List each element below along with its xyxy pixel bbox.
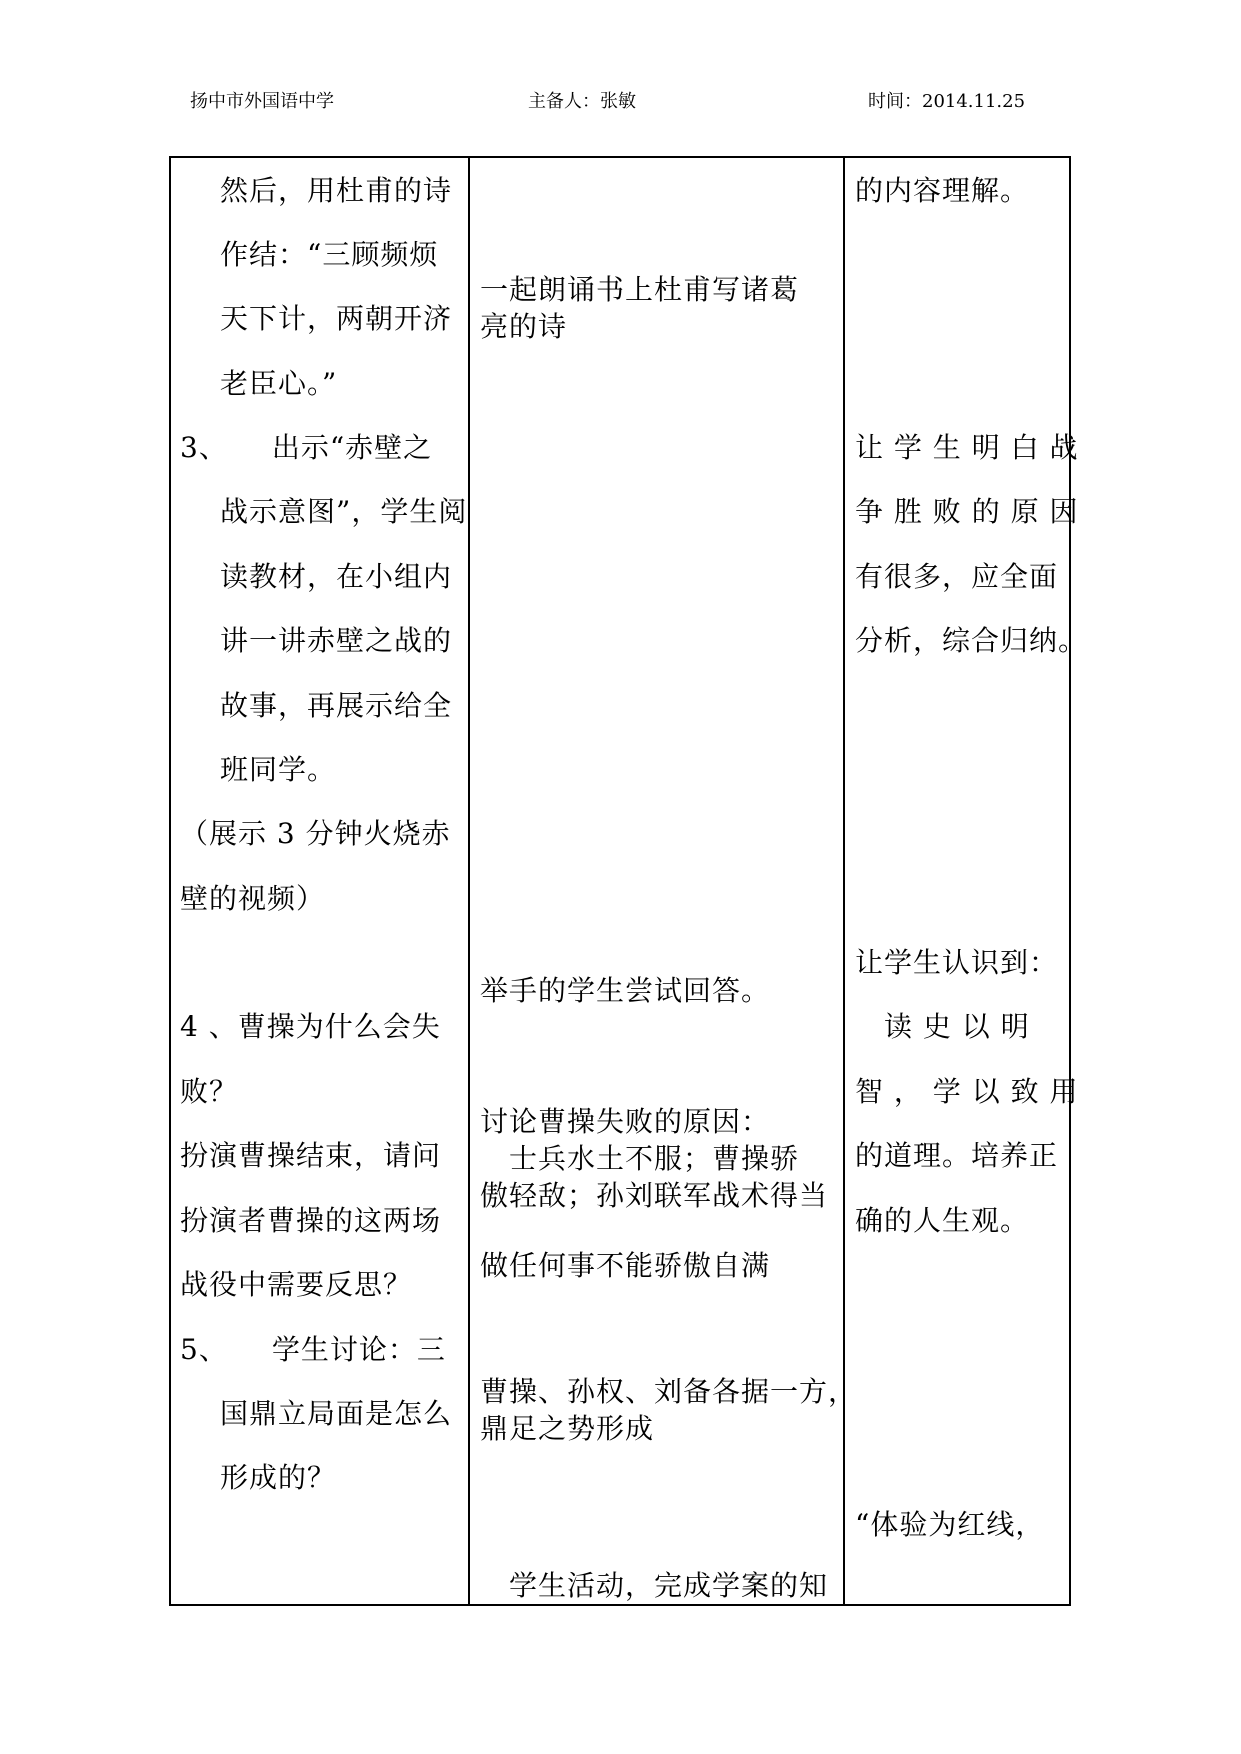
student-line: 士兵水土不服；曹操骄 [480, 1142, 800, 1175]
student-line: 亮的诗 [480, 310, 568, 343]
intent-line: 的道理。培养正 [855, 1139, 1059, 1172]
teacher-line: 读教材，在小组内 [220, 560, 453, 593]
column-divider [468, 156, 470, 1606]
intent-line: 读 史 以 明 [855, 1010, 1030, 1043]
student-line: 举手的学生尝试回答。 [480, 974, 771, 1007]
teacher-line: 形成的？ [220, 1461, 337, 1494]
intent-line: 分析，综合归纳。 [855, 624, 1088, 657]
teacher-line: 班同学。 [220, 753, 337, 786]
student-line: 傲轻敌；孙刘联军战术得当 [480, 1179, 829, 1212]
teacher-line: 4 、曹操为什么会失 [180, 1010, 441, 1043]
teacher-line: 故事，再展示给全 [220, 689, 453, 722]
intent-line: 智 ， 学 以 致 用 [855, 1075, 1079, 1108]
student-line: 一起朗诵书上杜甫写诸葛 [480, 273, 800, 306]
teacher-line: 战示意图”，学生阅 [220, 495, 468, 528]
student-line: 讨论曹操失败的原因： [480, 1105, 771, 1138]
teacher-line: 战役中需要反思？ [180, 1268, 413, 1301]
teacher-line: 作结：“三顾频烦 [220, 238, 439, 271]
intent-line: 有很多，应全面 [855, 560, 1059, 593]
student-line: 学生活动，完成学案的知 [480, 1569, 829, 1602]
teacher-line: 老臣心。” [220, 367, 338, 400]
teacher-line: 壁的视频） [180, 882, 326, 915]
teacher-line: （展示 3 分钟火烧赤 [180, 817, 451, 850]
teacher-line: 扮演者曹操的这两场 [180, 1204, 442, 1237]
intent-line: 确的人生观。 [855, 1204, 1030, 1237]
teacher-line: 天下计，两朝开济 [220, 302, 453, 335]
intent-line: 争 胜 败 的 原 因 [855, 495, 1079, 528]
intent-line: 的内容理解。 [855, 174, 1030, 207]
lesson-date: 时间：2014.11.25 [868, 91, 1026, 112]
lesson-preparer: 主备人：张敏 [528, 91, 636, 112]
student-line: 曹操、孙权、刘备各据一方， [480, 1375, 858, 1408]
teacher-line: 5、 学生讨论：三 [180, 1333, 446, 1366]
intent-line: “体验为红线， [855, 1508, 1045, 1541]
intent-line: 让学生认识到： [855, 946, 1059, 979]
teacher-line: 扮演曹操结束，请问 [180, 1139, 442, 1172]
teacher-line: 国鼎立局面是怎么 [220, 1397, 453, 1430]
teacher-line: 讲一讲赤壁之战的 [220, 624, 453, 657]
school-name: 扬中市外国语中学 [190, 91, 334, 112]
intent-line: 让 学 生 明 白 战 [855, 431, 1079, 464]
teacher-line: 3、 出示“赤壁之 [180, 431, 433, 464]
teacher-line: 然后，用杜甫的诗 [220, 174, 453, 207]
student-line: 鼎足之势形成 [480, 1412, 655, 1445]
teacher-line: 败？ [180, 1075, 239, 1108]
student-line: 做任何事不能骄傲自满 [480, 1249, 771, 1282]
